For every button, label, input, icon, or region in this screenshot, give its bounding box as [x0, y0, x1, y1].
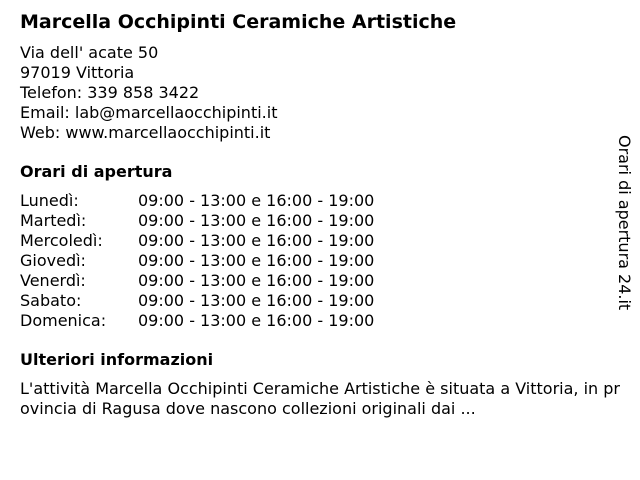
opening-hours-title: Orari di apertura: [20, 162, 173, 181]
time-range: 09:00 - 13:00 e 16:00 - 19:00: [138, 311, 375, 330]
email-address[interactable]: Email: lab@marcellaocchipinti.it: [20, 103, 278, 122]
day-label: Venerdì:: [20, 271, 86, 290]
time-range: 09:00 - 13:00 e 16:00 - 19:00: [138, 211, 375, 230]
additional-info-text: L'attività Marcella Occhipinti Ceramiche Artistiche è situata a Vittoria, in provincia di Ragusa dove nascono collezioni originali dai ...: [20, 379, 620, 418]
hours-row-thursday: [20, 251, 610, 271]
address-city: 97019 Vittoria: [20, 63, 135, 82]
day-label: Giovedì:: [20, 251, 86, 270]
time-range: 09:00 - 13:00 e 16:00 - 19:00: [138, 251, 375, 270]
hours-row-tuesday: [20, 211, 610, 231]
time-range: 09:00 - 13:00 e 16:00 - 19:00: [138, 191, 375, 210]
hours-row-friday: [20, 271, 610, 291]
time-range: 09:00 - 13:00 e 16:00 - 19:00: [138, 231, 375, 250]
address-street: Via dell' acate 50: [20, 43, 159, 62]
phone-number[interactable]: Telefon: 339 858 3422: [20, 83, 200, 102]
hours-row-wednesday: [20, 231, 610, 251]
site-watermark: Orari di apertura 24.it: [615, 135, 634, 311]
contact-block: [20, 43, 610, 143]
day-label: Martedì:: [20, 211, 87, 230]
business-name: Marcella Occhipinti Ceramiche Artistiche: [20, 11, 457, 33]
day-label: Sabato:: [20, 291, 82, 310]
day-label: Domenica:: [20, 311, 107, 330]
time-range: 09:00 - 13:00 e 16:00 - 19:00: [138, 291, 375, 310]
business-card: [20, 10, 620, 419]
additional-info-title: Ulteriori informazioni: [20, 350, 214, 369]
day-label: Lunedì:: [20, 191, 79, 210]
time-range: 09:00 - 13:00 e 16:00 - 19:00: [138, 271, 375, 290]
day-label: Mercoledì:: [20, 231, 103, 250]
hours-row-saturday: [20, 291, 610, 311]
website-link[interactable]: Web: www.marcellaocchipinti.it: [20, 123, 271, 142]
opening-hours-table: [20, 191, 610, 331]
hours-row-monday: [20, 191, 610, 211]
hours-row-sunday: [20, 311, 610, 331]
